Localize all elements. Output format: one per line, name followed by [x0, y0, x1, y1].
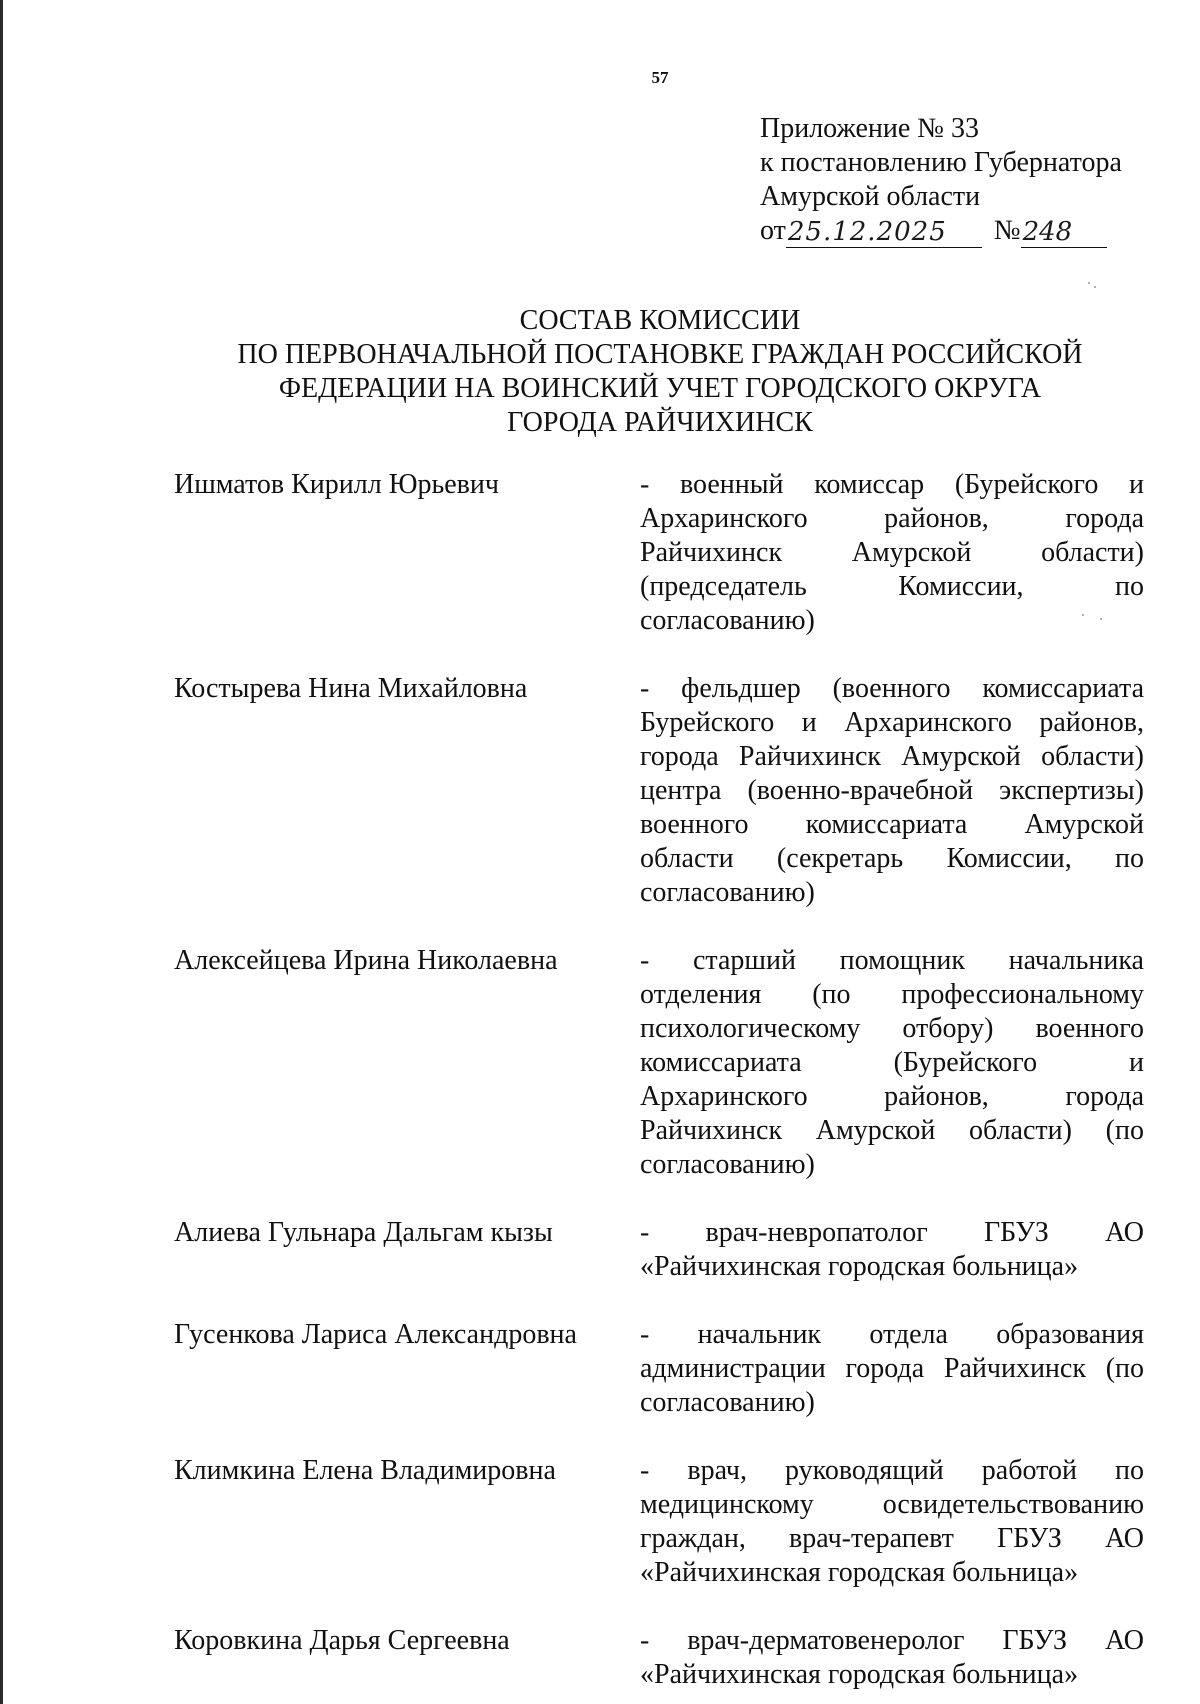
scan-speck	[1094, 286, 1096, 288]
title-line-3: ФЕДЕРАЦИИ НА ВОИНСКИЙ УЧЕТ ГОРОДСКОГО ОКРУГА	[278, 373, 1042, 404]
scan-speck	[1100, 618, 1102, 620]
appendix-line-3: Амурской области	[760, 181, 981, 212]
number-prefix: №	[993, 215, 1021, 246]
appendix-line-1: Приложение № 33	[760, 113, 979, 144]
member-row	[174, 1624, 1144, 1692]
member-row	[174, 468, 1144, 638]
title-line-1: СОСТАВ КОМИССИИ	[519, 305, 801, 336]
appendix-date-number-line	[760, 214, 1122, 248]
member-row	[174, 1454, 1144, 1590]
member-role: - врач-невропатолог ГБУЗ АО «Райчихинская городская больница»	[640, 1217, 1144, 1282]
member-role: - врач-дерматовенеролог ГБУЗ АО «Райчихинская городская больница»	[640, 1625, 1144, 1690]
title-line-4: ГОРОДА РАЙЧИХИНСК	[507, 407, 813, 438]
member-role: - начальник отдела образования администрации города Райчихинск (по согласованию)	[640, 1319, 1144, 1418]
member-role: - военный комиссар (Бурейского и Архаринского районов, города Райчихинск Амурской области) (председатель Комиссии, по согласованию)	[640, 469, 1144, 636]
members-list	[174, 468, 1144, 1692]
scan-speck	[1082, 614, 1084, 616]
document-title	[0, 304, 1200, 440]
scan-edge	[0, 0, 3, 1704]
handwritten-date: 25.12.2025	[786, 217, 982, 248]
member-name: Костырева Нина Михайловна	[174, 673, 528, 704]
member-row	[174, 1318, 1144, 1420]
member-name: Климкина Елена Владимировна	[174, 1455, 556, 1486]
member-role: - фельдшер (военного комиссариата Бурейского и Архаринского районов, города Райчихинск Амурской области) центра (военно-врачебной экспертизы) военного комиссариата Амурской области (секретарь Комиссии, по согласованию)	[640, 673, 1144, 908]
page-number: 57	[651, 68, 669, 87]
member-role: - врач, руководящий работой по медицинскому освидетельствованию граждан, врач-терапевт ГБУЗ АО «Райчихинская городская больница»	[640, 1455, 1144, 1588]
title-line-2: ПО ПЕРВОНАЧАЛЬНОЙ ПОСТАНОВКЕ ГРАЖДАН РОССИЙСКОЙ	[237, 339, 1083, 370]
member-name: Алиева Гульнара Дальгам кызы	[174, 1217, 553, 1248]
member-name: Гусенкова Лариса Александровна	[174, 1319, 577, 1350]
appendix-line-2: к постановлению Губернатора	[760, 147, 1122, 178]
member-name: Ишматов Кирилл Юрьевич	[174, 469, 499, 500]
member-row	[174, 944, 1144, 1182]
date-prefix: от	[760, 215, 786, 246]
member-role: - старший помощник начальника отделения (по профессиональному психологическому отбору) военного комиссариата (Бурейского и Архаринского районов, города Райчихинск Амурской области) (по согласованию)	[640, 945, 1144, 1180]
appendix-block	[760, 112, 1122, 248]
member-row	[174, 672, 1144, 910]
member-row	[174, 1216, 1144, 1284]
handwritten-number: 248	[1021, 217, 1107, 248]
member-name: Коровкина Дарья Сергеевна	[174, 1625, 510, 1656]
member-name: Алексейцева Ирина Николаевна	[174, 945, 558, 976]
scan-speck	[1088, 282, 1090, 284]
